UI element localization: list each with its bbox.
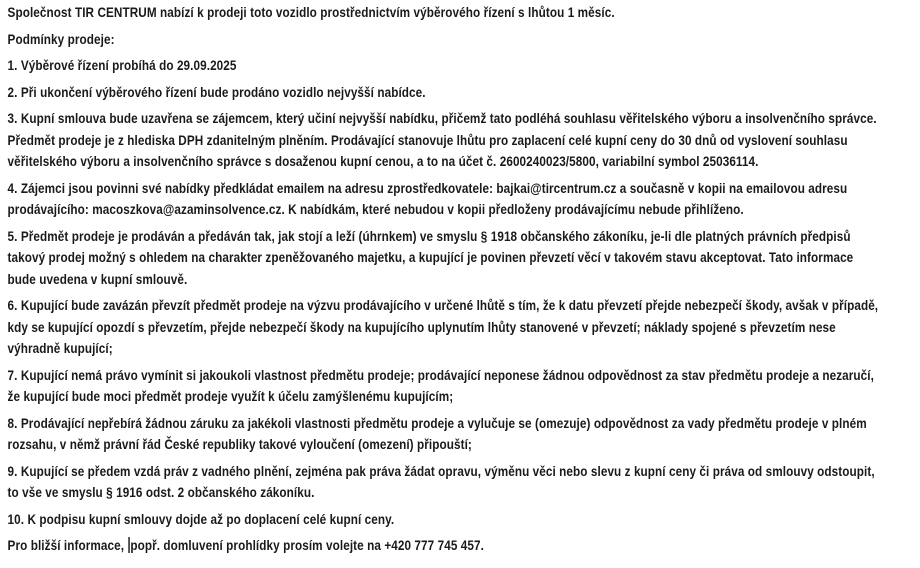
paragraph-item-6	[8, 295, 919, 360]
closing-text-after-cursor: popř. domluvení prohlídky prosím volejte na +420 777 745 457.	[130, 537, 484, 553]
paragraph-item-8	[8, 413, 919, 456]
text-line[interactable]: Podmínky prodeje:	[7, 30, 115, 47]
text-line[interactable]: 8. Prodávající nepřebírá žádnou záruku za jakékoli vlastnosti předmětu prodeje a vylučuje se (omezuje) odpovědnost za vady předmětu prodeje v plném	[7, 414, 867, 431]
text-line[interactable]: 7. Kupující nemá právo vymínit si jakoukoli vlastnost předmětu prodeje; prodávající neponese žádnou odpovědnost za stav předmětu prodeje a nezaručí,	[7, 366, 874, 383]
paragraph-item-1	[8, 55, 919, 77]
paragraph-item-7	[8, 365, 919, 408]
text-line[interactable]: Společnost TIR CENTRUM nabízí k prodeji toto vozidlo prostřednictvím výběrového řízení s lhůtou 1 měsíc.	[7, 4, 615, 20]
text-line[interactable]: 3. Kupní smlouva bude uzavřena se zájemcem, který učiní nejvyšší nabídku, přičemž tato podléhá souhlasu věřitelského výboru a insolvenčního správce.	[7, 110, 877, 126]
text-line[interactable]: prodávajícího: macoszkova@azaminsolvence.cz. K nabídkám, které nebudou v kopii předloženy prodávajícímu nebude přihlíženo.	[7, 201, 744, 217]
paragraph-item-10	[8, 509, 919, 531]
text-line[interactable]: výhradně kupující;	[7, 340, 113, 356]
text-line[interactable]: věřitelského výboru a insolvenčního správce s dosaženou kupní cenou, a to na účet č. 2600240023/5800, variabilní symbol 25036114.	[7, 153, 759, 169]
paragraph-item-2	[8, 82, 919, 104]
paragraph-intro	[8, 2, 919, 24]
text-line[interactable]: rozsahu, v němž právní řád České republiky takové vyloučení (omezení) připouští;	[7, 436, 472, 452]
text-line[interactable]: že kupující bude moci předmět prodeje využít k účelu zamýšlenému kupujícím;	[7, 388, 454, 404]
text-line[interactable]: Předmět prodeje je z hlediska DPH zdanitelným plněním. Prodávající stanovuje lhůtu pro zaplacení celé kupní ceny do 30 dnů od vyslovení souhlasu	[7, 131, 848, 148]
text-line[interactable]: takový prodej možný s ohledem na charakter zpeněžovaného majetku, a kupující je povinen převzetí věcí v takovém stavu akceptovat. Tato informace	[7, 249, 854, 265]
text-cursor	[128, 537, 129, 553]
text-line[interactable]: 1. Výběrové řízení probíhá do 29.09.2025	[7, 57, 237, 73]
closing-text-before-cursor: Pro bližší informace,	[7, 537, 128, 553]
paragraph-item-3	[8, 108, 919, 173]
paragraph-item-5	[8, 226, 919, 291]
paragraph-heading-conditions	[8, 29, 919, 51]
text-line[interactable]: 6. Kupující bude zavázán převzít předmět prodeje na výzvu prodávajícího v určené lhůtě s tím, že k datu převzetí přejde nebezpečí škody, avšak v případě,	[7, 297, 879, 313]
text-line[interactable]: 5. Předmět prodeje je prodáván a předáván tak, jak stojí a leží (úhrnkem) ve smyslu § 1918 občanského zákoníku, je-li dle platných právních předpisů	[7, 227, 851, 244]
text-line[interactable]: 9. Kupující se předem vzdá práv z vadného plnění, zejména pak práva žádat opravu, výměnu věci nebo slevu z kupní ceny či práva od smlouvy odstoupit,	[7, 462, 875, 479]
text-line[interactable]: bude uvedena v kupní smlouvě.	[7, 270, 188, 287]
text-line[interactable]: 2. Při ukončení výběrového řízení bude prodáno vozidlo nejvyšší nabídce.	[7, 83, 426, 100]
text-line[interactable]: kdy se kupující opozdí s převzetím, přejde nebezpečí škody na kupujícího uplynutím lhůty stanovené v převzetí; náklady spojené s převzetím nese	[7, 318, 836, 335]
paragraph-closing	[8, 535, 919, 557]
paragraph-item-4	[8, 178, 919, 221]
text-line[interactable]	[8, 535, 919, 557]
text-line[interactable]: 10. K podpisu kupní smlouvy dojde až po doplacení celé kupní ceny.	[7, 510, 395, 527]
paragraph-item-9	[8, 461, 919, 504]
text-line[interactable]: to vše ve smyslu § 1916 odst. 2 občanského zákoníku.	[7, 484, 315, 500]
text-line[interactable]: 4. Zájemci jsou povinni své nabídky předkládat emailem na adresu zprostředkovatele: bajkai@tircentrum.cz a současně v kopii na emailovou adresu	[7, 179, 848, 196]
